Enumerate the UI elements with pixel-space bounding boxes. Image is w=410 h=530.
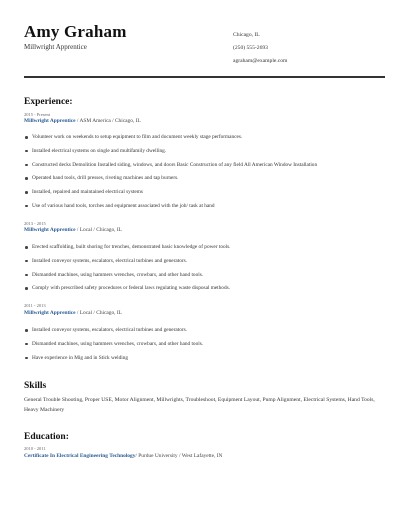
skills-list: General Trouble Shooting, Proper USE, Motor Alignment, Millwrights, Troubleshoot, Equipment Layout, Pump Alignment, Electrical Systems, Hand Tools, Heavy Machinery <box>24 397 375 413</box>
list-item: Operated hand tools, drill presses, riveting machines and tap burners. <box>24 175 384 189</box>
bullet-icon <box>25 343 28 346</box>
list-item: Erected scaffolding, built shoring for trenches, demonstrated basic knowledge of power tools. <box>24 244 384 258</box>
bullet-icon <box>25 136 28 139</box>
job-header <box>24 118 141 124</box>
job-bullets <box>24 244 384 299</box>
job-header <box>24 227 122 233</box>
candidate-name: Amy Graham <box>24 22 127 41</box>
list-item: Dismantled machines, using hammers wrenches, crowbars, and other hand tools. <box>24 341 384 355</box>
contact-email: agraham@example.com <box>233 58 288 64</box>
education-meta: / Purdue University / West Lafayette, IN <box>135 453 223 459</box>
contact-location: Chicago, IL <box>233 32 260 38</box>
job-meta: / Local / Chicago, IL <box>75 227 122 233</box>
list-item: Constructed decks Demolition Installed siding, windows, and doors Basic Construction of any field All American Window Installation <box>24 162 384 176</box>
job-meta: / ASM America / Chicago, IL <box>75 118 141 124</box>
bullet-icon <box>25 260 28 263</box>
bullet-icon <box>25 150 28 153</box>
job-header <box>24 310 122 316</box>
bullet-icon <box>25 205 28 208</box>
contact-phone: (250) 555-2693 <box>233 45 268 51</box>
header-divider <box>24 76 385 78</box>
education-heading: Education: <box>24 432 69 442</box>
education-entry <box>24 453 222 459</box>
list-item: Volunteer work on weekends to setup equipment to film and document weekly stage performances. <box>24 134 384 148</box>
bullet-icon <box>25 191 28 194</box>
bullet-icon <box>25 287 28 290</box>
list-item: Installed conveyor systems, escalators, electrical turbines and generators. <box>24 258 384 272</box>
contact-block <box>233 29 287 68</box>
candidate-title: Millwright Apprentice <box>24 43 87 51</box>
bullet-icon <box>25 246 28 249</box>
skills-heading: Skills <box>24 381 47 391</box>
list-item: Comply with prescribed safety procedures or federal laws regulating waste disposal methods. <box>24 285 384 299</box>
bullet-icon <box>25 329 28 332</box>
certificate-title: Certificate In Electrical Engineering Technology <box>24 453 136 459</box>
job-bullets <box>24 134 384 217</box>
bullet-icon <box>25 164 28 167</box>
job-title: Millwright Apprentice <box>24 118 76 124</box>
job-bullets <box>24 327 384 368</box>
list-item: Dismantled machines, using hammers wrenches, crowbars, and other hand tools. <box>24 272 384 286</box>
list-item: Have experience in Mig and in Stick welding <box>24 355 384 369</box>
list-item: Use of various hand tools, torches and equipment associated with the job/ task at hand <box>24 203 384 217</box>
bullet-icon <box>25 177 28 180</box>
job-dates: 2013 - 2015 <box>24 221 46 226</box>
list-item: Installed electrical systems on single and multifamily dwelling. <box>24 148 384 162</box>
list-item: Installed conveyor systems, escalators, electrical turbines and generators. <box>24 327 384 341</box>
list-item: Installed, repaired and maintained electrical systems <box>24 189 384 203</box>
bullet-icon <box>25 357 28 360</box>
job-title: Millwright Apprentice <box>24 310 76 316</box>
bullet-icon <box>25 274 28 277</box>
job-meta: / Local / Chicago, IL <box>75 310 122 316</box>
job-dates: 2011 - 2013 <box>24 303 46 308</box>
job-title: Millwright Apprentice <box>24 227 76 233</box>
job-dates: 2015 - Present <box>24 112 50 117</box>
experience-heading: Experience: <box>24 97 73 107</box>
education-dates: 2010 - 2011 <box>24 446 46 451</box>
